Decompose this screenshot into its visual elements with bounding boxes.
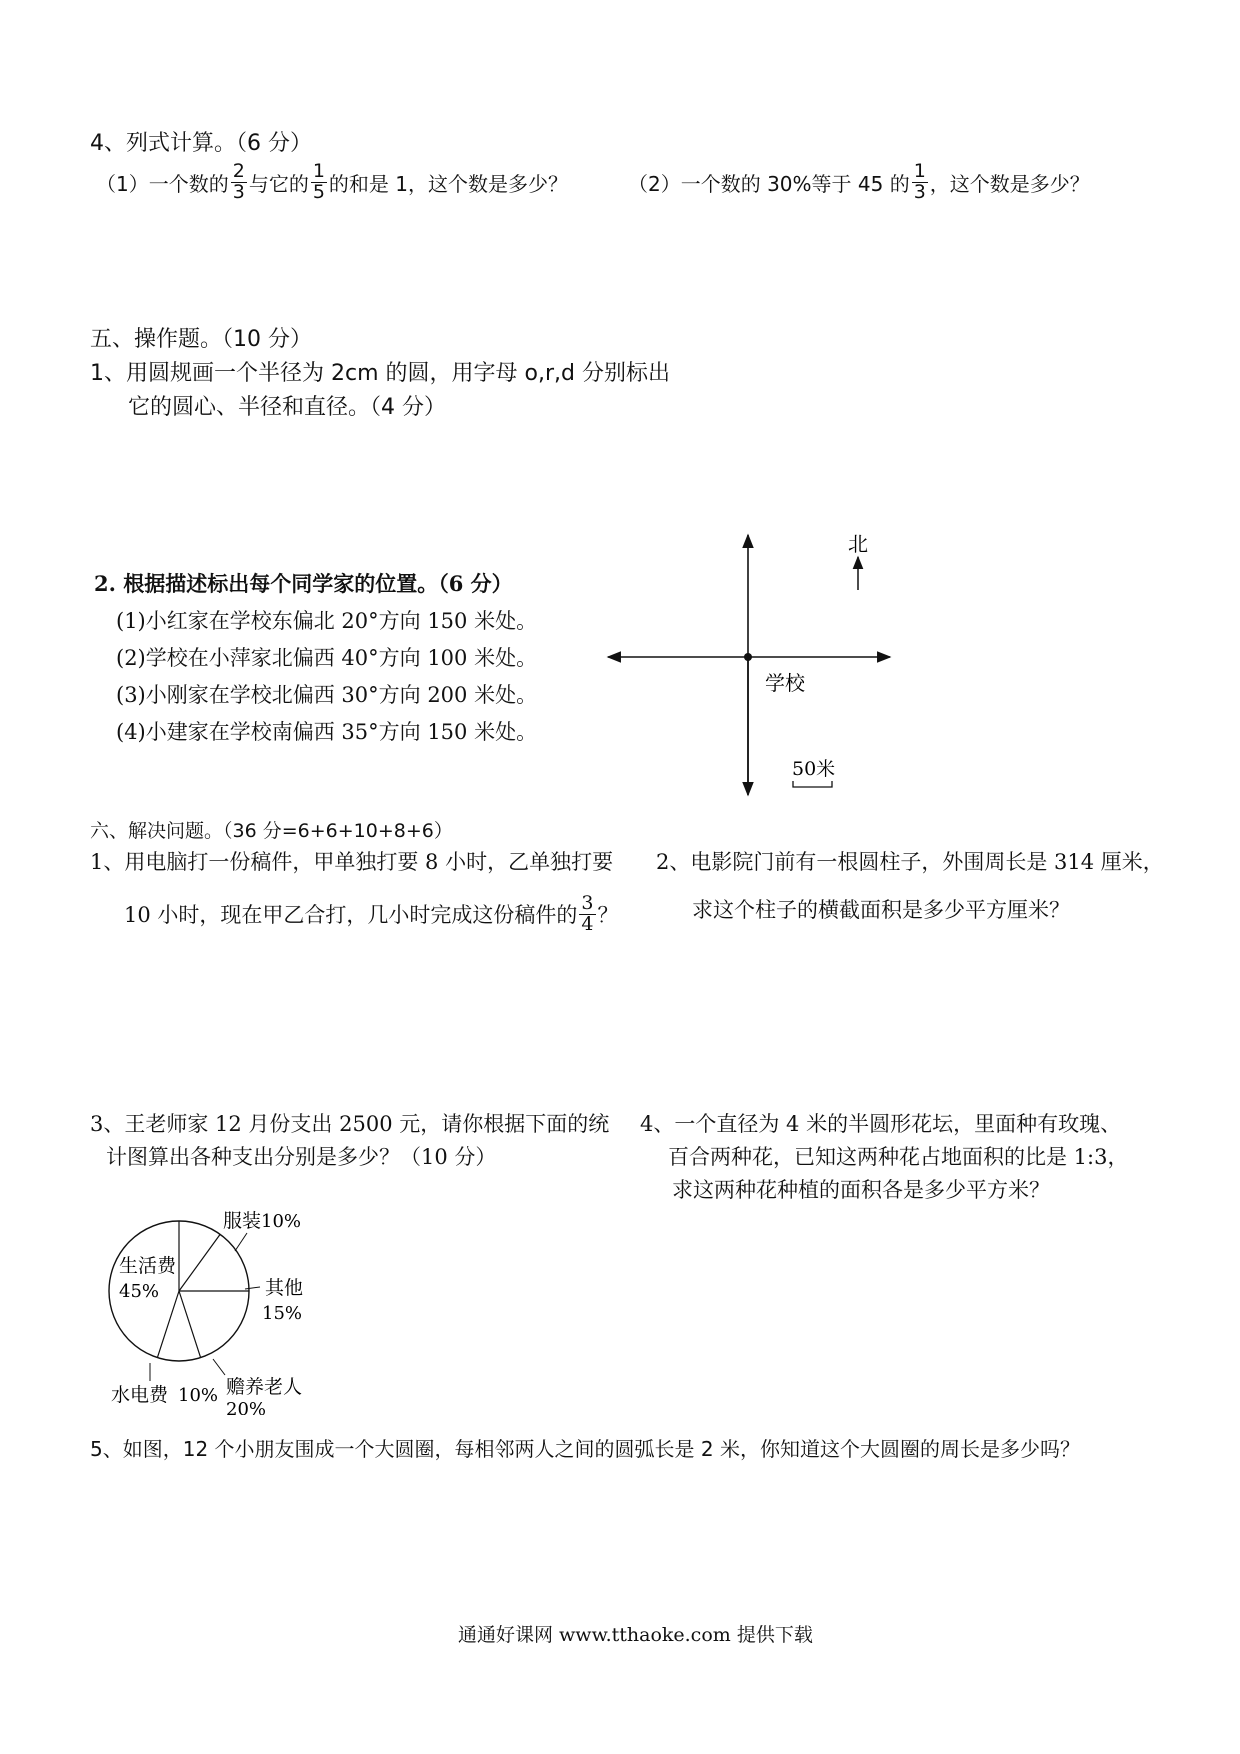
leader-elderly [213,1359,225,1375]
pie-slice-living [157,1291,179,1358]
fraction-denominator: 3 [232,180,245,203]
sec5-q2-title: 2. 根据描述标出每个同学家的位置。（6 分） [94,571,513,596]
school-point [744,653,752,661]
sec5-q1-line1: 1、用圆规画一个半径为 2cm 的圆，用字母 o,r,d 分别标出 [90,361,670,386]
section-5-heading: 五、操作题。（10 分） [90,327,312,352]
fraction-numerator: 3 [581,891,594,914]
sec6-q3-line2: 计图算出各种支出分别是多少？（10 分） [106,1145,497,1169]
scale-label: 50米 [792,758,836,780]
expense-pie-chart [95,1205,360,1415]
fraction-2-3 [231,159,247,203]
sec5-q2-item-4: (4)小建家在学校南偏西 35°方向 150 米处。 [116,720,538,744]
slice-value-living: 45% [119,1281,160,1302]
sec5-q2-item-1: (1)小红家在学校东偏北 20°方向 150 米处。 [116,609,538,633]
leader-clothing [235,1233,247,1251]
fraction-3-4 [579,891,595,935]
sec4-q2-prefix: （2）一个数的 30%等于 45 的 [628,171,910,196]
footer-text: 通通好课网 www.tthaoke.com 提供下载 [458,1624,813,1646]
slice-value-elderly: 20% [226,1399,267,1415]
sec6-q3-line1: 3、王老师家 12 月份支出 2500 元，请你根据下面的统 [90,1112,610,1136]
sec6-q2-line1: 2、电影院门前有一根圆柱子，外围周长是 314 厘米， [656,850,1164,874]
sec6-q5: 5、如图，12 个小朋友围成一个大圆圈，每相邻两人之间的圆弧长是 2 米，你知道这个大圆圈的周长是多少吗？ [90,1437,1080,1461]
slice-label-clothing: 服装 [223,1210,262,1232]
sec6-q4-line3: 求这两种花种植的面积各是多少平方米？ [672,1178,1050,1202]
fraction-numerator: 1 [913,159,926,182]
school-label: 学校 [765,671,805,695]
sec6-q4-line2: 百合两种花，已知这两种花占地面积的比是 1:3， [668,1145,1129,1169]
sec6-q1-line2-suffix: ？ [597,903,619,927]
slice-label-other: 其他 [265,1277,304,1299]
scale-bar [793,781,832,787]
sec4-q2 [628,150,1090,214]
sec4-q1 [96,150,568,214]
fraction-numerator: 2 [232,159,245,182]
sec5-q1-line2: 它的圆心、半径和直径。（4 分） [128,395,446,420]
slice-value-other: 15% [262,1303,303,1324]
sec6-q1-line1: 1、用电脑打一份稿件，甲单独打要 8 小时，乙单独打要 [90,850,614,874]
fraction-denominator: 5 [312,180,325,203]
slice-label-living: 生活费 [119,1255,177,1277]
pie-slice-utilities [179,1291,201,1358]
fraction-denominator: 3 [913,180,926,203]
slice-label-elderly: 赡养老人 [226,1376,303,1398]
sec4-q1-mid: 与它的 [248,171,309,196]
slice-value-clothing: 10% [261,1211,302,1232]
sec6-q1-line2-text: 10 小时，现在甲乙合打，几小时完成这份稿件的 [124,903,578,927]
fraction-1-5 [311,159,327,203]
sec4-q2-suffix: ，这个数是多少？ [929,171,1090,196]
sec5-q2-item-2: (2)学校在小萍家北偏西 40°方向 100 米处。 [116,646,538,670]
pie-slice-other [179,1234,220,1291]
section-6-heading: 六、解决问题。（36 分=6+6+10+8+6） [90,820,453,842]
fraction-numerator: 1 [312,159,325,182]
fraction-1-3 [912,159,928,203]
slice-label-utilities: 水电费 [111,1384,169,1406]
sec4-q1-suffix: 的和是 1，这个数是多少？ [328,171,569,196]
leader-other [245,1287,260,1289]
north-label: 北 [848,532,868,556]
sec6-q4-line1: 4、一个直径为 4 米的半圆形花坛，里面种有玫瑰、 [640,1112,1122,1136]
sec6-q1-line2 [124,882,619,946]
sec5-q2-item-3: (3)小刚家在学校北偏西 30°方向 200 米处。 [116,683,538,707]
sec4-q1-prefix: （1）一个数的 [96,171,229,196]
sec6-q2-line2: 求这个柱子的横截面积是多少平方厘米？ [692,898,1070,922]
slice-value-utilities: 10% [178,1385,219,1406]
section-4-heading: 4、列式计算。（6 分） [90,131,312,156]
direction-map [600,525,900,800]
fraction-denominator: 4 [581,912,594,935]
